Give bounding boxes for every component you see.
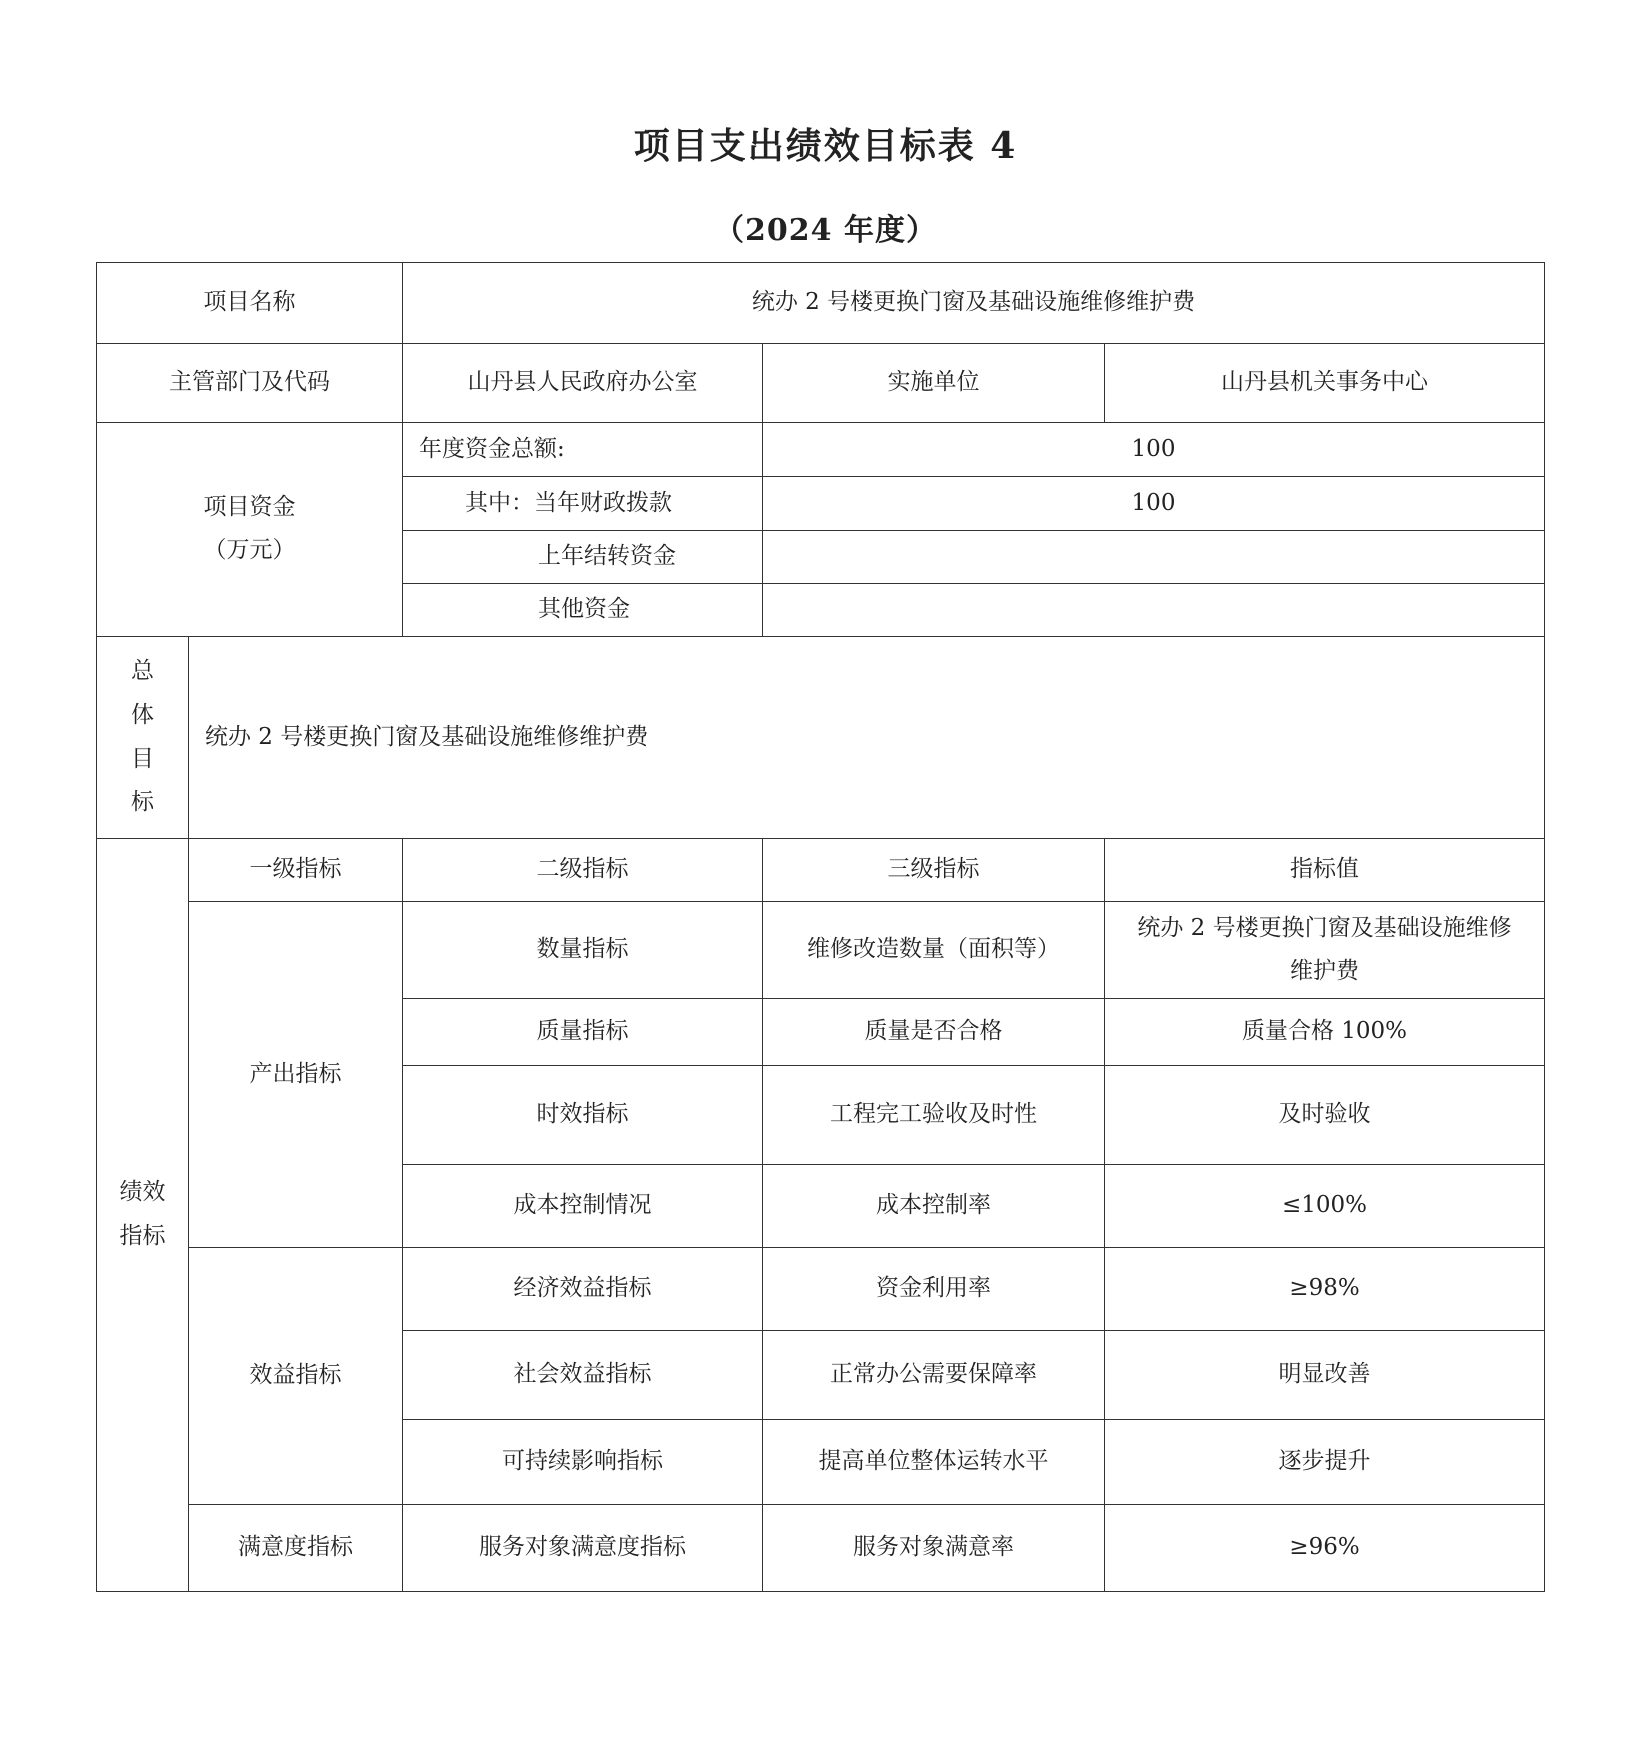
funds-carryover-label: 上年结转资金 (403, 530, 763, 583)
level3-cell: 质量是否合格 (763, 999, 1105, 1066)
level2-cell: 质量指标 (403, 999, 763, 1066)
goal-label-char: 目 (131, 745, 154, 772)
value-cell: ≥98% (1105, 1248, 1545, 1331)
header-level3: 三级指标 (763, 839, 1105, 902)
funds-appropriation-label: 其中：当年财政拨款 (403, 477, 763, 530)
funds-row-total (97, 422, 1545, 477)
level3-cell: 成本控制率 (763, 1165, 1105, 1248)
performance-table (96, 262, 1544, 1592)
implementing-unit-value: 山丹县机关事务中心 (1105, 343, 1545, 422)
funds-other-value (763, 583, 1545, 636)
level3-cell: 资金利用率 (763, 1248, 1105, 1331)
funds-label-line2: （万元） (203, 537, 296, 564)
indicator-header-row (97, 839, 1545, 902)
department-label: 主管部门及代码 (97, 343, 403, 422)
level2-cell: 社会效益指标 (403, 1331, 763, 1420)
funds-other-label: 其他资金 (403, 583, 763, 636)
level3-cell: 提高单位整体运转水平 (763, 1420, 1105, 1505)
project-name-value: 统办 2 号楼更换门窗及基础设施维修维护费 (403, 263, 1545, 344)
value-line1: 统办 2 号楼更换门窗及基础设施维修 (1137, 914, 1512, 941)
overall-goal-value: 统办 2 号楼更换门窗及基础设施维修维护费 (189, 637, 1545, 839)
document-year: （2024 年度） (714, 213, 937, 248)
department-row (97, 343, 1545, 422)
value-cell: ≥96% (1105, 1504, 1545, 1591)
goal-label-char: 总 (131, 658, 154, 685)
level2-cell: 时效指标 (403, 1066, 763, 1165)
table-row (97, 1504, 1545, 1591)
level1-output: 产出指标 (189, 902, 403, 1248)
funds-total-label: 年度资金总额: (403, 422, 763, 477)
level2-cell: 可持续影响指标 (403, 1420, 763, 1505)
value-line2: 维护费 (1290, 958, 1359, 985)
header-value: 指标值 (1105, 839, 1545, 902)
funds-label-line1: 项目资金 (203, 493, 296, 520)
funds-carryover-value (763, 530, 1545, 583)
project-name-row (97, 263, 1545, 344)
project-name-label: 项目名称 (97, 263, 403, 344)
header-level2: 二级指标 (403, 839, 763, 902)
funds-label (97, 422, 403, 636)
level2-cell: 服务对象满意度指标 (403, 1504, 763, 1591)
document-title: 项目支出绩效目标表 4 (633, 125, 1018, 167)
funds-total-value: 100 (763, 422, 1545, 477)
implementing-unit-label: 实施单位 (763, 343, 1105, 422)
level2-cell: 成本控制情况 (403, 1165, 763, 1248)
level2-cell: 数量指标 (403, 902, 763, 999)
value-cell: 逐步提升 (1105, 1420, 1545, 1505)
performance-indicator-label (97, 839, 189, 1592)
indicator-label-line2: 指标 (119, 1223, 166, 1250)
table-row (97, 902, 1545, 999)
value-cell (1105, 902, 1545, 999)
table-row (97, 1248, 1545, 1331)
level1-satisfaction: 满意度指标 (189, 1504, 403, 1591)
value-cell: 及时验收 (1105, 1066, 1545, 1165)
funds-appropriation-value: 100 (763, 477, 1545, 530)
goal-label-char: 标 (131, 789, 154, 816)
value-cell: 明显改善 (1105, 1331, 1545, 1420)
overall-goal-label (97, 637, 189, 839)
level2-cell: 经济效益指标 (403, 1248, 763, 1331)
overall-goal-row (97, 637, 1545, 839)
level3-cell: 维修改造数量（面积等） (763, 902, 1105, 999)
level3-cell: 正常办公需要保障率 (763, 1331, 1105, 1420)
department-value: 山丹县人民政府办公室 (403, 343, 763, 422)
level3-cell: 工程完工验收及时性 (763, 1066, 1105, 1165)
header-level1: 一级指标 (189, 839, 403, 902)
level3-cell: 服务对象满意率 (763, 1504, 1105, 1591)
value-cell: 质量合格 100% (1105, 999, 1545, 1066)
goal-label-char: 体 (131, 702, 154, 729)
value-cell: ≤100% (1105, 1165, 1545, 1248)
level1-benefit: 效益指标 (189, 1248, 403, 1505)
indicator-label-line1: 绩效 (119, 1179, 166, 1206)
